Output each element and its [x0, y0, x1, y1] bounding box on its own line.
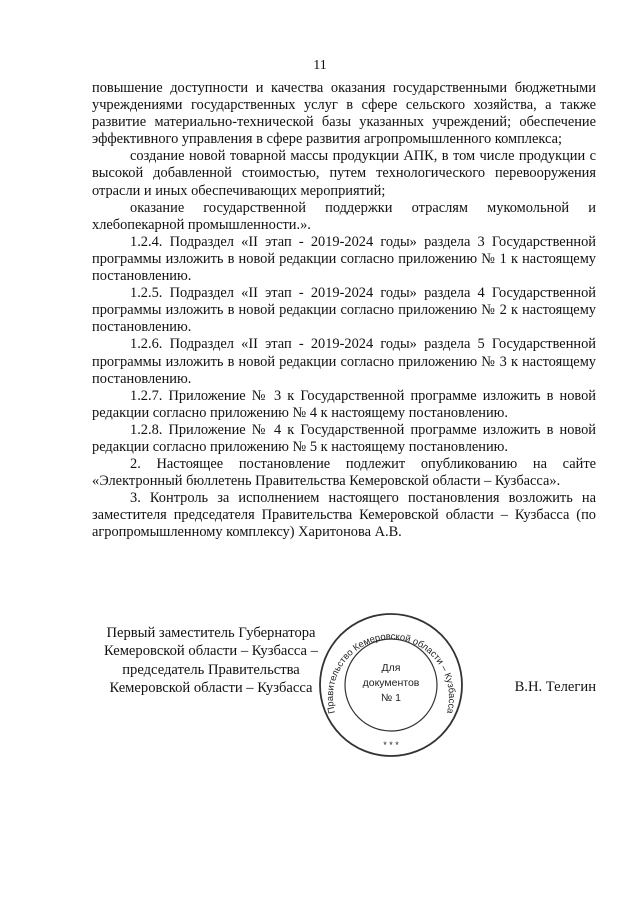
- signature-title-line: председатель Правительства: [122, 661, 300, 678]
- paragraph: 3. Контроль за исполнением настоящего постановления возложить на заместителя председателя Правительства Кемеровской области – Кузбасса (по агропромышленному комплексу) Харитонова А.В.: [92, 490, 596, 541]
- official-seal: [317, 611, 465, 759]
- paragraph: 2. Настоящее постановление подлежит опубликованию на сайте «Электронный бюллетень Правительства Кемеровской области – Кузбасса».: [92, 456, 596, 490]
- signature-title-line: Кемеровской области – Кузбасса: [109, 679, 313, 696]
- paragraph: 1.2.6. Подраздел «II этап - 2019-2024 годы» раздела 5 Государственной программы изложить в новой редакции согласно приложению № 3 к настоящему постановлению.: [92, 336, 596, 387]
- signature-title-line: Первый заместитель Губернатора: [106, 625, 316, 641]
- paragraph: 1.2.8. Приложение № 4 к Государственной программе изложить в новой редакции согласно приложению № 5 к настоящему постановлению.: [92, 421, 596, 455]
- signature-title: [92, 624, 330, 697]
- paragraph: 1.2.5. Подраздел «II этап - 2019-2024 годы» раздела 4 Государственной программы изложить в новой редакции согласно приложению № 2 к настоящему постановлению.: [92, 285, 596, 336]
- signature-title-line: Кемеровской области – Кузбасса –: [104, 643, 318, 660]
- seal-center-line: документов: [362, 677, 420, 689]
- paragraph: создание новой товарной массы продукции АПК, в том числе продукции с высокой добавленной стоимостью, путем технологического перевооружения отрасли и иных обеспечивающих мероприятий;: [92, 148, 596, 199]
- body-text: [92, 80, 596, 542]
- paragraph: 1.2.7. Приложение № 3 к Государственной программе изложить в новой редакции согласно приложению № 4 к настоящему постановлению.: [92, 387, 596, 421]
- seal-ring-text: Правительство Кемеровской области – Кузбасса: [323, 630, 459, 715]
- signature-name: В.Н. Телегин: [514, 679, 596, 695]
- seal-center-line: № 1: [380, 692, 402, 704]
- paragraph: оказание государственной поддержки отраслям мукомольной и хлебопекарной промышленности.».: [92, 199, 596, 233]
- page-number: 11: [313, 58, 327, 73]
- paragraph: 1.2.4. Подраздел «II этап - 2019-2024 годы» раздела 3 Государственной программы изложить в новой редакции согласно приложению № 1 к настоящему постановлению.: [92, 233, 596, 285]
- paragraph: повышение доступности и качества оказания государственными бюджетными учреждениями государственных услуг в сфере сельского хозяйства, а также развитие материально-технической базы указанных учреждений; обеспечение эффективного управления в сфере развития агропромышленного комплекса;: [92, 80, 596, 148]
- seal-stars: * * *: [383, 740, 399, 750]
- seal-center-line: Для: [381, 662, 401, 674]
